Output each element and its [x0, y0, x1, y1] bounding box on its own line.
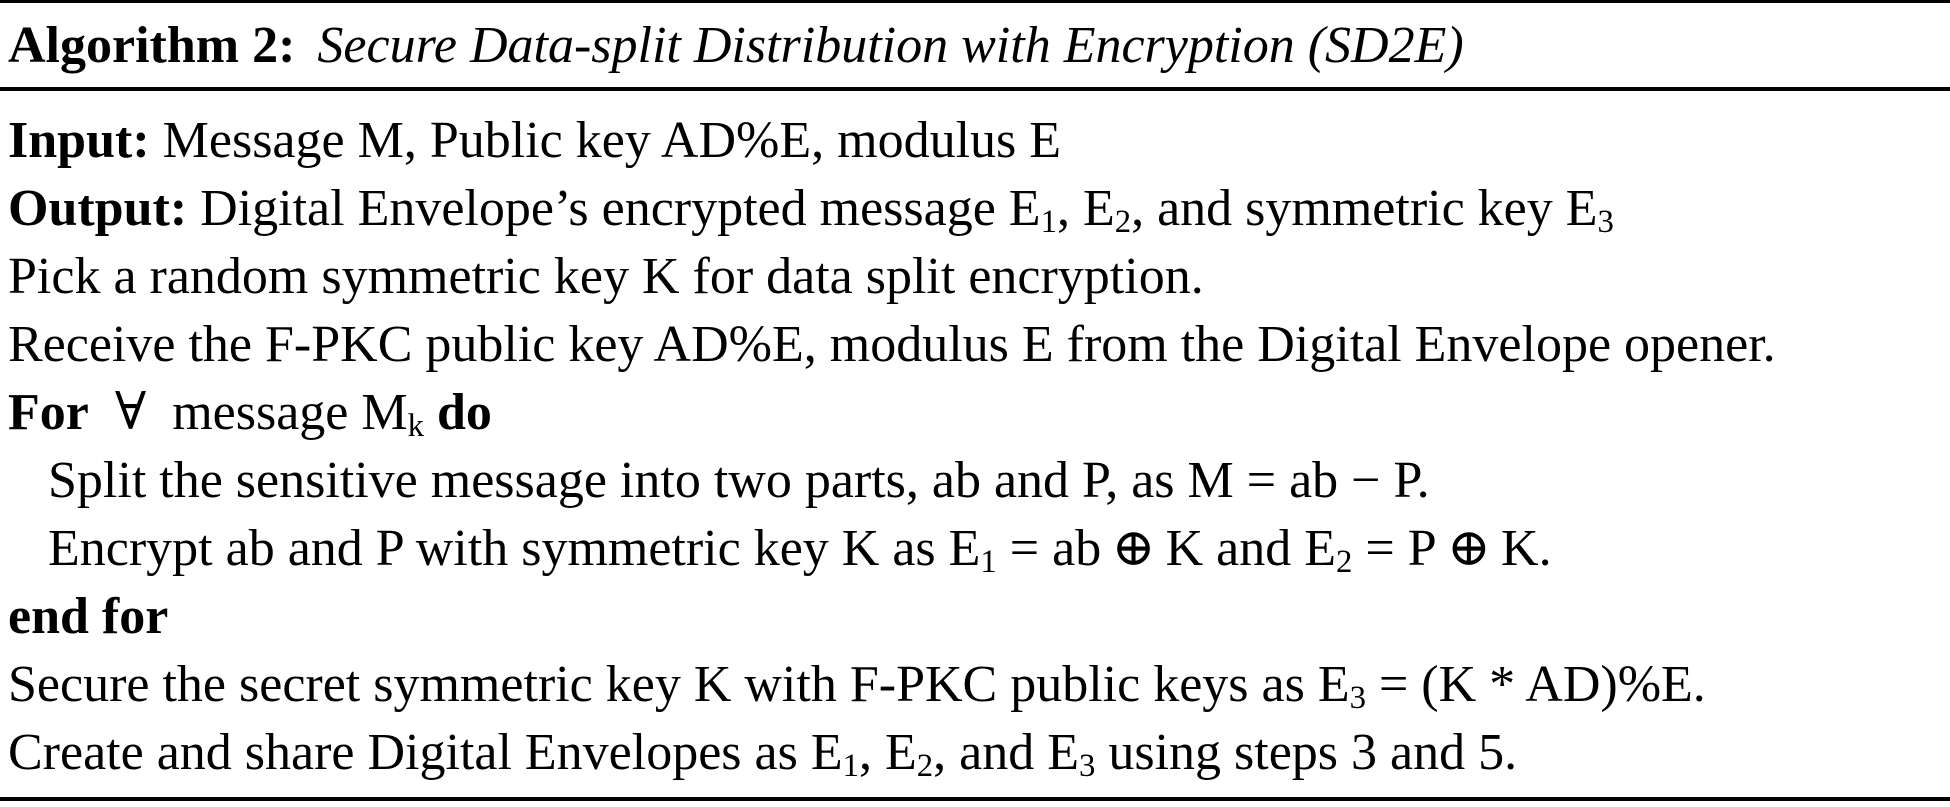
subscript-segment: 3 [1078, 748, 1096, 785]
text-segment: Receive the F-PKC public key AD%E, modulus E from the Digital Envelope opener. [8, 316, 1776, 373]
text-segment: Input: [8, 112, 150, 169]
subscript-segment: k [407, 408, 424, 445]
algorithm-line-3 [8, 243, 1950, 311]
text-segment: ∀ message M [88, 384, 408, 441]
text-segment: Secure the secret symmetric key K with F-PKC public keys as E [8, 656, 1350, 713]
subscript-segment: 1 [842, 748, 859, 785]
text-segment: = ab ⊕ K and E [996, 520, 1336, 577]
algorithm-line-6 [8, 447, 1950, 515]
algorithm-body [0, 91, 1950, 787]
text-segment: , E [1056, 180, 1115, 237]
algorithm-line-7 [8, 515, 1950, 583]
text-segment: do [424, 384, 492, 441]
text-segment: Split the sensitive message into two parts, ab and P, as M = ab − P. [48, 452, 1430, 509]
text-segment: = P ⊕ K. [1352, 520, 1552, 577]
subscript-segment: 2 [916, 748, 934, 785]
text-segment: , E [858, 724, 917, 781]
algorithm-title-row [0, 3, 1950, 87]
algorithm-line-5 [8, 379, 1950, 447]
subscript-segment: 3 [1597, 204, 1614, 241]
text-segment: For [8, 384, 89, 441]
algorithm-line-1 [8, 107, 1950, 175]
text-segment: , and E [933, 724, 1079, 781]
text-segment: Output: [8, 180, 188, 237]
subscript-segment: 2 [1114, 204, 1132, 241]
subscript-segment: 1 [980, 544, 997, 581]
subscript-segment: 1 [1040, 204, 1057, 241]
algorithm-line-10 [8, 719, 1950, 787]
algorithm-number-label: Algorithm 2: [8, 16, 296, 74]
text-segment: Create and share Digital Envelopes as E [8, 724, 843, 781]
algorithm-line-4 [8, 311, 1950, 379]
text-segment: Digital Envelope’s encrypted message E [187, 180, 1041, 237]
text-segment: using steps 3 and 5. [1095, 724, 1518, 781]
algorithm-line-9 [8, 651, 1950, 719]
text-segment: Message M, Public key AD%E, modulus E [149, 112, 1062, 169]
text-segment: , and symmetric key E [1131, 180, 1598, 237]
bottom-rule [0, 797, 1950, 801]
text-segment: = (K * AD)%E. [1365, 656, 1706, 713]
subscript-segment: 3 [1349, 680, 1366, 717]
text-segment: Encrypt ab and P with symmetric key K as E [48, 520, 981, 577]
text-segment: end for [8, 588, 169, 645]
text-segment: Pick a random symmetric key K for data split encryption. [8, 248, 1204, 305]
algorithm-line-8 [8, 583, 1950, 651]
algorithm-line-2 [8, 175, 1950, 243]
subscript-segment: 2 [1336, 544, 1353, 581]
algorithm-title: Secure Data-split Distribution with Encryption (SD2E) [317, 16, 1464, 74]
